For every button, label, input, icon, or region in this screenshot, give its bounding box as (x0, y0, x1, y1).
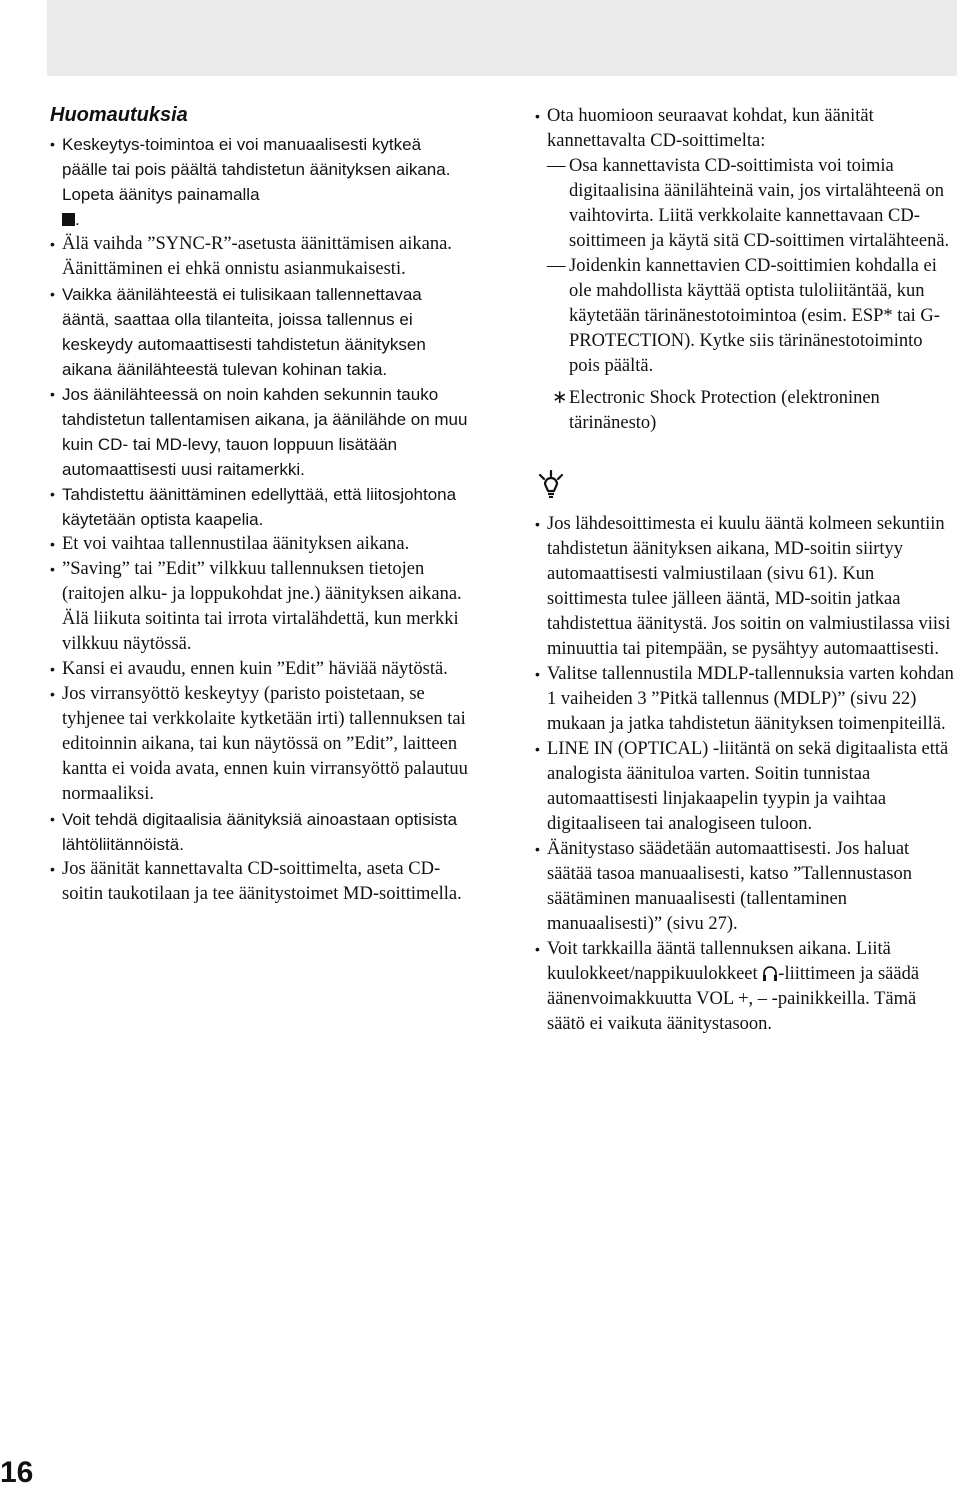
tip-item: • Jos lähdesoittimesta ei kuulu ääntä kolmeen sekuntiin tahdistetun äänityksen aikana, MD-soitin siirtyy automaattisesti valmiustilaan (sivu 61). Kun soittimesta tulee jälleen ääntä, MD-soitin jatkaa tahdistettua äänitystä. Jos soitin on valmiustilassa viisi minuuttia tai pitempään, se pysähtyy automaattisesti. (535, 512, 955, 662)
right-column (535, 104, 955, 1037)
list-item: • Jos äänität kannettavalta CD-soittimelta, aseta CD-soitin taukotilaan ja tee äänitystoimet MD-soittimella. (50, 857, 470, 907)
tip-item: • Voit tarkkailla ääntä tallennuksen aikana. Liitä kuulokkeet/nappikuulokkeet -liittimeen ja säädä äänenvoimakkuutta VOL +, – -painikkeilla. Tämä säätö ei vaikuta äänitystasoon. (535, 937, 955, 1037)
header-bar (47, 0, 957, 76)
notes-list (50, 132, 470, 907)
cd-note-sub-2: — Joidenkin kannettavien CD-soittimien kohdalla ei ole mahdollista käyttää optista tuloliitäntää, kun käytetään tärinänestotoimintoa (esim. ESP* tai G-PROTECTION). Kytke siis tärinänestotoiminto pois päältä. (547, 256, 940, 376)
list-item: • Älä vaihda ”SYNC-R”-asetusta äänittämisen aikana. Äänittäminen ei ehkä onnistu asianmukaisesti. (50, 232, 470, 282)
list-item: • Kansi ei avaudu, ennen kuin ”Edit” häviää näytöstä. (50, 657, 470, 682)
cd-note-item (535, 104, 955, 436)
cd-note-sub-1: — Osa kannettavista CD-soittimista voi toimia digitaalisina äänilähteinä vain, jos virtalähteenä on vaihtovirta. Liitä verkkolaite kannettavaan CD-soittimeen ja käytä sitä CD-soittimen virtalähteenä. (547, 156, 950, 251)
tip-item: • Valitse tallennustila MDLP-tallennuksia varten kohdan 1 vaiheiden 3 ”Pitkä tallennus (MDLP)” (sivu 22) mukaan ja jatka tahdistetun äänityksen toimenpiteillä. (535, 662, 955, 737)
tips-list (535, 512, 955, 1037)
list-item: • Tahdistettu äänittäminen edellyttää, että liitosjohtona käytetään optista kaapelia. (50, 482, 470, 532)
list-item: • Et voi vaihtaa tallennustilaa äänityksen aikana. (50, 532, 470, 557)
tip-item: • LINE IN (OPTICAL) -liitäntä on sekä digitaalista että analogista äänituloa varten. Soitin tunnistaa automaattisesti linjakaapelin tyypin ja vaihtaa digitaaliseen tai analogiseen tuloon. (535, 737, 955, 837)
list-item: • Voit tehdä digitaalisia äänityksiä ainoastaan optisista lähtöliitännöistä. (50, 807, 470, 857)
stop-icon (62, 213, 75, 226)
list-item: • ”Saving” tai ”Edit” vilkkuu tallennuksen tietojen (raitojen alku- ja loppukohdat jne.) äänityksen aikana. Älä liikuta soitinta tai irrota virtalähdettä, kun merkki vilkkuu näytössä. (50, 557, 470, 657)
tip-lightbulb-icon (537, 470, 565, 498)
tip-item: • Äänitystaso säädetään automaattisesti. Jos haluat säätää tasoa manuaalisesti, katso ”Tallennustason säätäminen manuaalisesti (tallentaminen manuaalisesti)” (sivu 27). (535, 837, 955, 937)
left-column (50, 102, 470, 907)
list-item: • Jos äänilähteessä on noin kahden sekunnin tauko tahdistetun tallentamisen aikana, ja äänilähde on muu kuin CD- tai MD-levy, tauon loppuun lisätään automaattisesti uusi raitamerkki. (50, 382, 470, 482)
list-item: • Jos virransyöttö keskeytyy (paristo poistetaan, se tyhjenee tai verkkolaite kytketään irti) tallennuksen tai editoinnin aikana, tai kun näytössä on ”Edit”, laitteen kantta ei voida avata, ennen kuin virransyöttö palautuu normaaliksi. (50, 682, 470, 807)
list-item: • Vaikka äänilähteestä ei tulisikaan tallennettavaa ääntä, saattaa olla tilanteita, joissa tallennus ei keskeydy automaattisesti tahdistetun äänityksen aikana äänilähteestä tulevan kohinan takia. (50, 282, 470, 382)
page-number: 16 (0, 1456, 34, 1489)
cd-note-list (535, 104, 955, 436)
headphones-icon (762, 964, 778, 982)
list-item: • Keskeytys-toimintoa ei voi manuaalisesti kytkeä päälle tai pois päältä tahdistetun äänityksen aikana. Lopeta äänitys painamalla . (50, 132, 470, 232)
cd-note-intro: • Ota huomioon seuraavat kohdat, kun äänität kannettavalta CD-soittimelta: (547, 106, 874, 151)
notes-heading: Huomautuksia (50, 104, 188, 126)
cd-note-footnote: ∗ Electronic Shock Protection (elektroninen tärinänesto) (552, 388, 880, 433)
